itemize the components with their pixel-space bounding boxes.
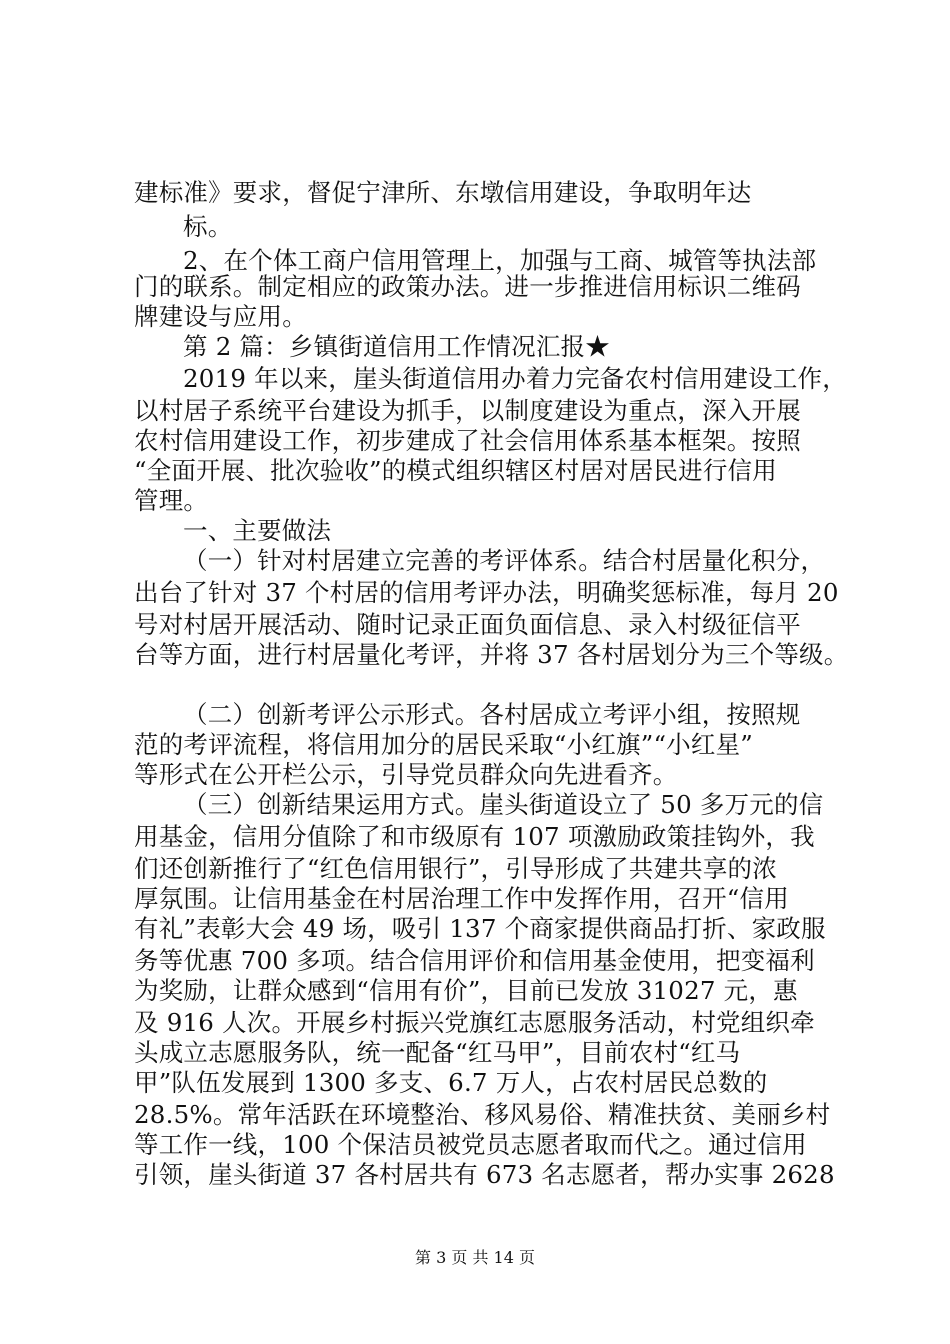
text-line: 2019 年以来，崖头街道信用办着力完备农村信用建设工作， xyxy=(183,364,847,393)
text-line: 务等优惠 700 多项。结合信用评价和信用基金使用，把变福利 xyxy=(134,946,815,975)
text-line: “全面开展、批次验收”的模式组织辖区村居对居民进行信用 xyxy=(134,456,777,485)
text-line: （二）创新考评公示形式。各村居成立考评小组，按照规 xyxy=(183,700,801,729)
text-line: 农村信用建设工作，初步建成了社会信用体系基本框架。按照 xyxy=(134,426,801,455)
text-line: 有礼”表彰大会 49 场，吸引 137 个商家提供商品打折、家政服 xyxy=(134,914,826,943)
text-line: 范的考评流程，将信用加分的居民采取“小红旗”“小红星” xyxy=(134,730,753,759)
text-line: 2、在个体工商户信用管理上，加强与工商、城管等执法部 xyxy=(183,246,817,275)
text-line: 牌建设与应用。 xyxy=(134,302,307,331)
text-line: 标。 xyxy=(183,212,233,241)
text-line: 号对村居开展活动、随时记录正面负面信息、录入村级征信平 xyxy=(134,610,801,639)
text-line: 28.5%。常年活跃在环境整治、移风易俗、精准扶贫、美丽乡村 xyxy=(134,1100,831,1129)
text-line: 门的联系。制定相应的政策办法。进一步推进信用标识二维码 xyxy=(134,272,801,301)
text-line: 引领，崖头街道 37 各村居共有 673 名志愿者，帮办实事 2628 xyxy=(134,1160,835,1189)
text-line: 以村居子系统平台建设为抓手，以制度建设为重点，深入开展 xyxy=(134,396,801,425)
subsection-heading: 一、主要做法 xyxy=(183,516,332,545)
text-line: （三）创新结果运用方式。崖头街道设立了 50 多万元的信 xyxy=(183,790,824,819)
text-line: 甲”队伍发展到 1300 多支、6.7 万人，占农村居民总数的 xyxy=(134,1068,768,1097)
text-line: 等形式在公开栏公示，引导党员群众向先进看齐。 xyxy=(134,760,678,789)
text-line: 建标准》要求，督促宁津所、东墩信用建设，争取明年达 xyxy=(134,178,752,207)
text-line: （一）针对村居建立完善的考评体系。结合村居量化积分， xyxy=(183,546,826,575)
text-line: 管理。 xyxy=(134,486,209,515)
text-line: 出台了针对 37 个村居的信用考评办法，明确奖惩标准，每月 20 xyxy=(134,578,839,607)
text-line: 为奖励，让群众感到“信用有价”，目前已发放 31027 元，惠 xyxy=(134,976,798,1005)
page-number: 第 3 页 共 14 页 xyxy=(415,1248,535,1267)
text-line: 等工作一线，100 个保洁员被党员志愿者取而代之。通过信用 xyxy=(134,1130,807,1159)
text-line: 及 916 人次。开展乡村振兴党旗红志愿服务活动，村党组织牵 xyxy=(134,1008,815,1037)
text-line: 们还创新推行了“红色信用银行”，引导形成了共建共享的浓 xyxy=(134,854,777,883)
text-line: 用基金，信用分值除了和市级原有 107 项激励政策挂钩外，我 xyxy=(134,822,815,851)
text-line: 头成立志愿服务队，统一配备“红马甲”，目前农村“红马 xyxy=(134,1038,741,1067)
text-line: 厚氛围。让信用基金在村居治理工作中发挥作用，召开“信用 xyxy=(134,884,789,913)
section-heading: 第 2 篇：乡镇街道信用工作情况汇报★ xyxy=(183,332,610,361)
text-line: 台等方面，进行村居量化考评，并将 37 各村居划分为三个等级。 xyxy=(134,640,849,669)
